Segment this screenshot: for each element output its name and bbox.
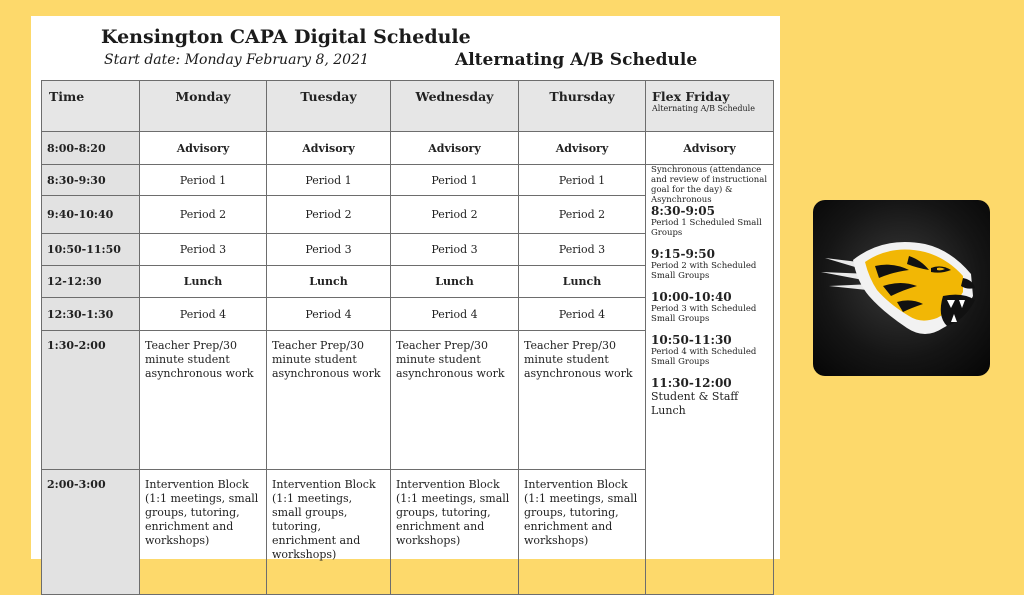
schedule-cell: Period 2 bbox=[391, 196, 519, 234]
schedule-cell: Teacher Prep/30 minute student asynchronous work bbox=[267, 331, 391, 470]
schedule-cell: Advisory bbox=[140, 132, 267, 165]
flex-friday-column bbox=[646, 165, 774, 595]
flex-block-time: 10:50-11:30 bbox=[651, 333, 732, 347]
schedule-type: Alternating A/B Schedule bbox=[455, 50, 698, 70]
schedule-table bbox=[41, 80, 774, 595]
table-row bbox=[42, 132, 774, 165]
table-row bbox=[42, 165, 774, 196]
flex-block-desc: Period 1 Scheduled Small Groups bbox=[651, 218, 762, 238]
schedule-cell: Period 3 bbox=[140, 234, 267, 266]
header-flex-friday bbox=[646, 81, 774, 132]
time-cell: 8:30-9:30 bbox=[42, 165, 140, 196]
header-time: Time bbox=[42, 81, 140, 132]
flex-friday-title: Flex Friday bbox=[652, 89, 730, 104]
flex-friday-subtitle: Alternating A/B Schedule bbox=[652, 104, 755, 113]
schedule-cell: Period 2 bbox=[267, 196, 391, 234]
header-thursday: Thursday bbox=[519, 81, 646, 132]
schedule-cell: Lunch bbox=[267, 266, 391, 298]
time-cell: 1:30-2:00 bbox=[42, 331, 140, 470]
schedule-cell: Advisory bbox=[267, 132, 391, 165]
schedule-cell: Intervention Block (1:1 meetings, small groups, tutoring, enrichment and workshops) bbox=[519, 470, 646, 595]
flex-block-time: 10:00-10:40 bbox=[651, 290, 732, 304]
schedule-cell: Period 4 bbox=[519, 298, 646, 331]
schedule-cell: Teacher Prep/30 minute student asynchronous work bbox=[391, 331, 519, 470]
schedule-cell: Period 3 bbox=[267, 234, 391, 266]
schedule-cell: Period 2 bbox=[140, 196, 267, 234]
time-cell: 2:00-3:00 bbox=[42, 470, 140, 595]
schedule-cell: Intervention Block (1:1 meetings, small groups, tutoring, enrichment and workshops) bbox=[140, 470, 267, 595]
schedule-cell: Intervention Block (1:1 meetings, small groups, tutoring, enrichment and workshops) bbox=[267, 470, 391, 595]
schedule-cell: Intervention Block (1:1 meetings, small groups, tutoring, enrichment and workshops) bbox=[391, 470, 519, 595]
schedule-cell: Advisory bbox=[519, 132, 646, 165]
schedule-cell: Period 2 bbox=[519, 196, 646, 234]
flex-lunch-time: 11:30-12:00 bbox=[651, 376, 732, 390]
flex-block-desc: Period 3 with Scheduled Small Groups bbox=[651, 304, 757, 324]
time-cell: 10:50-11:50 bbox=[42, 234, 140, 266]
schedule-cell: Period 1 bbox=[140, 165, 267, 196]
time-cell: 12-12:30 bbox=[42, 266, 140, 298]
header-tuesday: Tuesday bbox=[267, 81, 391, 132]
time-cell: 12:30-1:30 bbox=[42, 298, 140, 331]
schedule-cell: Period 3 bbox=[519, 234, 646, 266]
schedule-cell: Teacher Prep/30 minute student asynchronous work bbox=[519, 331, 646, 470]
schedule-cell: Teacher Prep/30 minute student asynchronous work bbox=[140, 331, 267, 470]
schedule-cell: Lunch bbox=[519, 266, 646, 298]
tiger-head-logo bbox=[813, 200, 990, 376]
flex-block-desc: Period 2 with Scheduled Small Groups bbox=[651, 261, 757, 281]
schedule-cell: Period 1 bbox=[391, 165, 519, 196]
time-cell: 8:00-8:20 bbox=[42, 132, 140, 165]
header-monday: Monday bbox=[140, 81, 267, 132]
flex-block-desc: Period 4 with Scheduled Small Groups bbox=[651, 347, 757, 367]
schedule-cell: Advisory bbox=[391, 132, 519, 165]
flex-intro: Synchronous (attendance and review of instructional goal for the day) & Asynchronous bbox=[651, 165, 768, 205]
header-wednesday: Wednesday bbox=[391, 81, 519, 132]
schedule-cell: Lunch bbox=[391, 266, 519, 298]
schedule-cell: Period 1 bbox=[267, 165, 391, 196]
schedule-cell: Period 4 bbox=[267, 298, 391, 331]
start-date: Start date: Monday February 8, 2021 bbox=[104, 52, 369, 68]
time-cell: 9:40-10:40 bbox=[42, 196, 140, 234]
schedule-cell: Lunch bbox=[140, 266, 267, 298]
header-row bbox=[42, 81, 774, 132]
schedule-cell: Period 4 bbox=[140, 298, 267, 331]
tiger-head-icon bbox=[813, 200, 990, 376]
schedule-document bbox=[31, 16, 780, 559]
schedule-cell: Period 4 bbox=[391, 298, 519, 331]
flex-block-time: 8:30-9:05 bbox=[651, 204, 715, 218]
flex-lunch-desc: Student & Staff Lunch bbox=[651, 390, 739, 417]
flex-block-time: 9:15-9:50 bbox=[651, 247, 715, 261]
flex-advisory-cell: Advisory bbox=[646, 132, 774, 165]
schedule-cell: Period 1 bbox=[519, 165, 646, 196]
document-title: Kensington CAPA Digital Schedule bbox=[101, 26, 471, 48]
schedule-cell: Period 3 bbox=[391, 234, 519, 266]
